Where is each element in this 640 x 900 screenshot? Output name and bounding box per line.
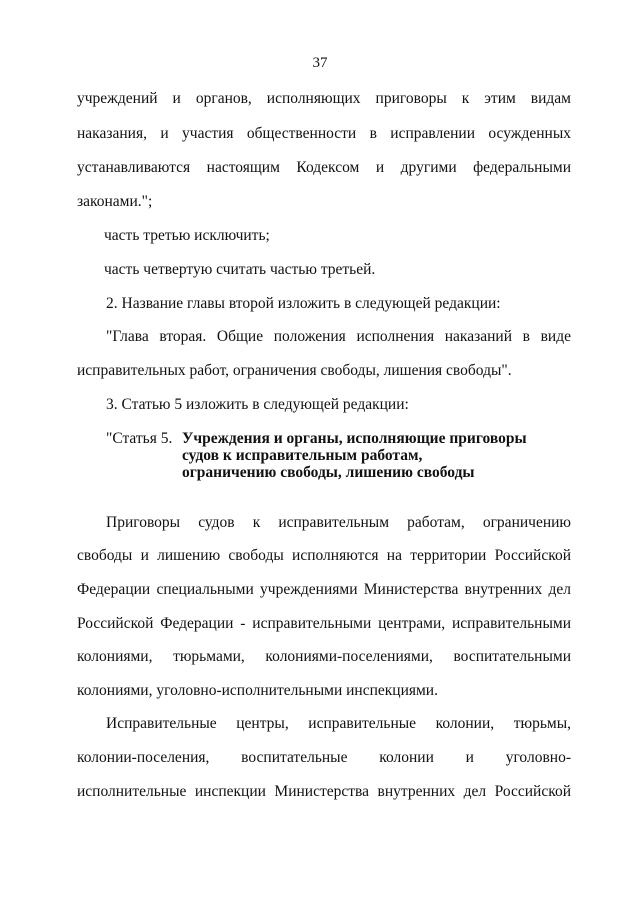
article-prefix: "Статья 5. [106, 430, 173, 447]
text-line: законами."; [77, 193, 153, 210]
text-line: колонии-поселения, воспитательные колонии и уголовно- [77, 749, 571, 766]
text-line: 3. Статью 5 изложить в следующей редакции: [106, 396, 409, 413]
text-line: колониями, уголовно-исполнительными инспекциями. [77, 682, 438, 699]
article-title-line: Учреждения и органы, исполняющие приговоры [182, 430, 527, 447]
text-line: Исправительные центры, исправительные колонии, тюрьмы, [106, 715, 571, 732]
text-line: наказания, и участия общественности в исправлении осужденных [77, 125, 571, 142]
text-line: "Глава вторая. Общие положения исполнения наказаний в виде [106, 328, 571, 345]
text-line: Федерации специальными учреждениями Министерства внутренних дел [77, 581, 571, 598]
text-line: устанавливаются настоящим Кодексом и другими федеральными [77, 159, 571, 176]
text-line: Приговоры судов к исправительным работам, ограничению [106, 514, 571, 531]
text-line: колониями, тюрьмами, колониями-поселениями, воспитательными [77, 648, 571, 665]
text-line: исправительных работ, ограничения свободы, лишения свободы". [77, 362, 512, 379]
text-line: Российской Федерации - исправительными центрами, исправительными [77, 615, 571, 632]
article-title-line: судов к исправительным работам, [182, 447, 423, 464]
article-title-line: ограничению свободы, лишению свободы [182, 464, 475, 481]
text-line: часть четвертую считать частью третьей. [104, 261, 376, 278]
text-line: часть третью исключить; [104, 227, 270, 244]
text-line: 2. Название главы второй изложить в следующей редакции: [106, 295, 501, 312]
text-line: свободы и лишению свободы исполняются на территории Российской [77, 547, 571, 564]
text-line: исполнительные инспекции Министерства внутренних дел Российской [77, 783, 571, 800]
text-line: учреждений и органов, исполняющих приговоры к этим видам [77, 90, 571, 107]
page-number: 37 [312, 55, 328, 71]
